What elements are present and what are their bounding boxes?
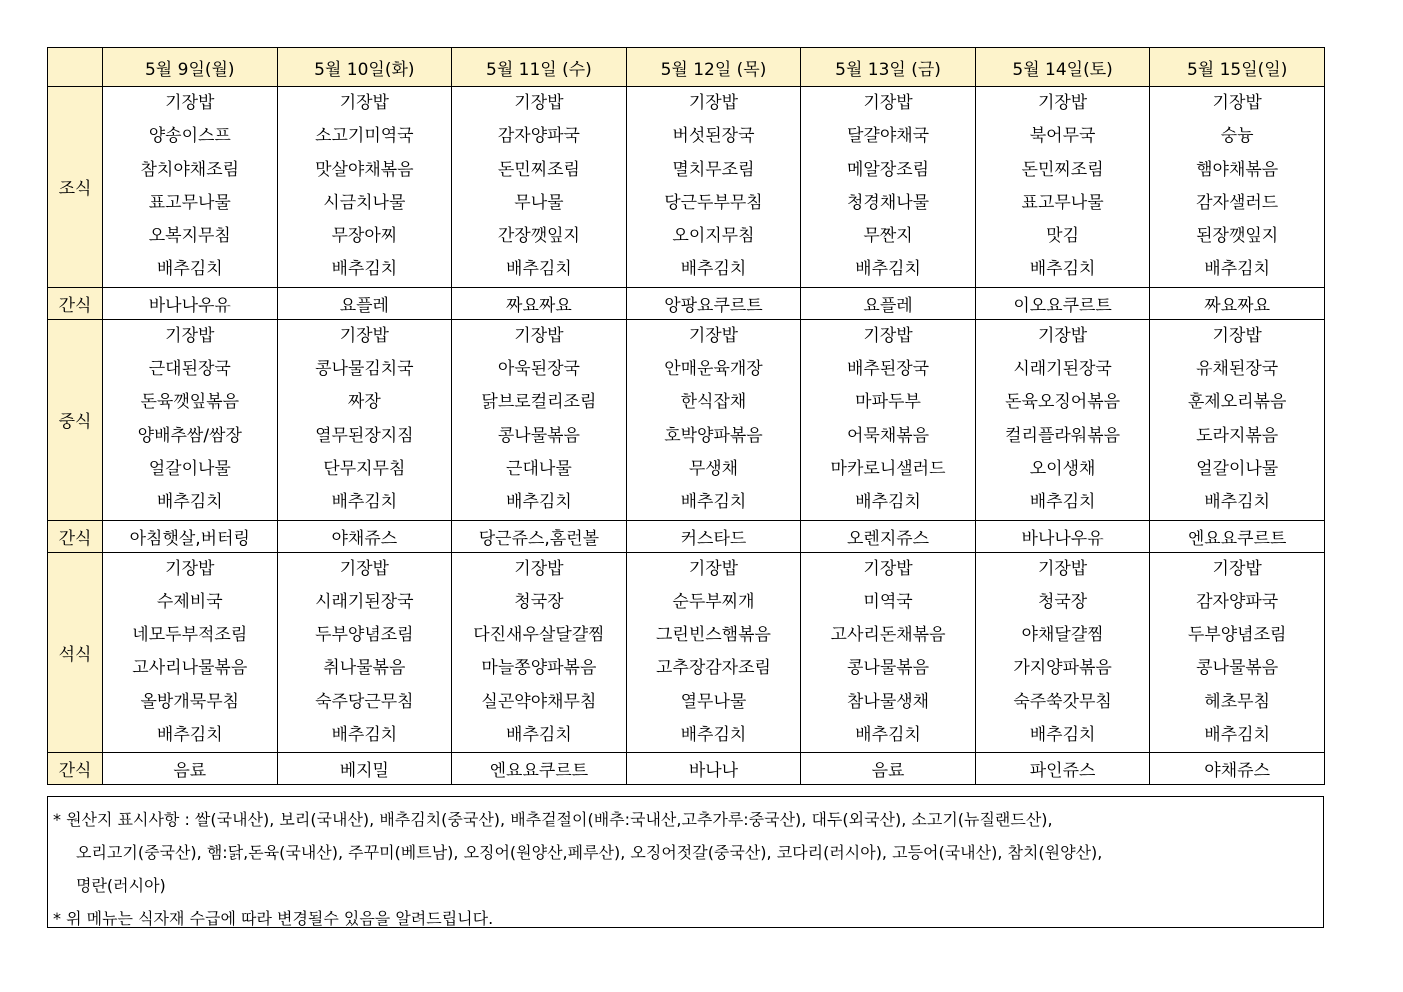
dish-item: 배추김치 — [1029, 492, 1096, 513]
dish-item: 돈육깻잎볶음 — [140, 392, 240, 413]
dish-item: 기장밥 — [1212, 325, 1262, 346]
dish-item: 기장밥 — [1037, 325, 1088, 346]
dish-item: 배추김치 — [855, 725, 921, 746]
dish-item: 수제비국 — [156, 591, 223, 612]
meal-cell — [1150, 552, 1325, 753]
dish-item: 숭늉 — [1220, 126, 1254, 147]
dish-item: 유채된장국 — [1196, 359, 1279, 380]
dish-item: 기장밥 — [1037, 93, 1088, 113]
dish-item: 배추김치 — [680, 259, 747, 280]
snack-cell: 요플레 — [277, 287, 452, 319]
meal-cell — [801, 552, 976, 753]
meal-cell — [103, 319, 278, 520]
dish-item: 네모두부적조림 — [132, 625, 248, 646]
dish-item: 미역국 — [863, 591, 913, 612]
dish-item: 양배추쌈/쌈장 — [137, 425, 242, 446]
snack-cell: 파인쥬스 — [975, 753, 1150, 785]
corner-cell — [48, 48, 103, 87]
dish-item: 돈육오징어볶음 — [1005, 392, 1121, 413]
dish-item: 야채달걀찜 — [1021, 625, 1104, 646]
dish-item: 배추김치 — [855, 492, 921, 513]
snack-row — [48, 753, 1325, 785]
meal-cell — [452, 319, 627, 520]
meal-cell — [975, 319, 1150, 520]
snack-cell: 커스타드 — [626, 520, 801, 552]
dish-item: 배추김치 — [331, 725, 398, 746]
dish-item: 기장밥 — [514, 325, 564, 346]
dish-item: 배추김치 — [506, 259, 572, 280]
dish-item: 감자양파국 — [1196, 591, 1279, 612]
dish-item: 기장밥 — [165, 93, 215, 113]
dish-item: 맛살야채볶음 — [315, 159, 414, 180]
note-line-4: * 위 메뉴는 식자재 수급에 따라 변경될수 있음을 알려드립니다. — [53, 909, 494, 928]
snack-cell: 엔요요쿠르트 — [452, 753, 627, 785]
dish-item: 열무된장지짐 — [315, 425, 414, 446]
dish-item: 가지양파볶음 — [1013, 658, 1112, 679]
dish-item: 시래기된장국 — [315, 591, 414, 612]
dish-item: 그린빈스햄볶음 — [655, 625, 771, 646]
dish-item: 배추김치 — [680, 492, 747, 513]
dish-item: 기장밥 — [165, 558, 215, 579]
dish-item: 단무지무침 — [323, 458, 406, 479]
meal-label: 간식 — [48, 753, 103, 785]
snack-cell: 엔요요쿠르트 — [1150, 520, 1325, 552]
snack-cell: 요플레 — [801, 287, 976, 319]
dish-item: 컬리플라워볶음 — [1005, 425, 1121, 446]
snack-cell: 베지밀 — [277, 753, 452, 785]
dish-item: 호박양파볶음 — [664, 425, 763, 446]
meal-cell — [626, 87, 801, 288]
dish-item: 마파두부 — [855, 392, 921, 413]
snack-cell: 야채쥬스 — [1150, 753, 1325, 785]
meal-cell — [1150, 87, 1325, 288]
dish-item: 열무나물 — [680, 691, 747, 712]
dish-item: 햄야채볶음 — [1196, 159, 1279, 180]
dish-item: 무장아찌 — [331, 226, 398, 247]
snack-cell: 짜요짜요 — [1150, 287, 1325, 319]
dish-item: 돈민찌조림 — [497, 159, 580, 180]
dish-item: 다진새우살달걀찜 — [473, 625, 605, 646]
dish-item: 무짠지 — [863, 226, 913, 247]
dish-item: 마늘쫑양파볶음 — [481, 658, 597, 679]
meal-cell — [103, 87, 278, 288]
note-line-3: 명란(러시아) — [76, 876, 166, 895]
dish-item: 멸치무조림 — [672, 159, 755, 180]
meal-cell — [277, 87, 452, 288]
dish-item: 돈민찌조림 — [1021, 159, 1104, 180]
dish-item: 배추김치 — [1204, 259, 1270, 280]
snack-cell: 오렌지쥬스 — [801, 520, 976, 552]
dish-item: 배추김치 — [156, 492, 223, 513]
dish-item: 두부양념조림 — [1187, 625, 1287, 646]
dish-item: 청경채나물 — [846, 192, 930, 213]
dish-item: 기장밥 — [688, 93, 739, 113]
dish-item: 배추된장국 — [846, 359, 930, 380]
dish-item: 기장밥 — [863, 93, 913, 113]
snack-row — [48, 287, 1325, 319]
dish-item: 숙주당근무침 — [315, 691, 414, 712]
dish-item: 두부양념조림 — [315, 625, 414, 646]
meal-cell — [277, 319, 452, 520]
dish-item: 순두부찌개 — [672, 591, 755, 612]
day-header: 5월 12일 (목) — [626, 48, 801, 87]
dish-item: 무나물 — [514, 192, 564, 213]
snack-cell: 아침햇살,버터링 — [103, 520, 278, 552]
dish-item: 감자샐러드 — [1196, 192, 1279, 213]
dish-item: 배추김치 — [1204, 492, 1270, 513]
dish-item: 배추김치 — [331, 492, 398, 513]
snack-cell: 바나나 — [626, 753, 801, 785]
snack-cell: 짜요짜요 — [452, 287, 627, 319]
dish-item: 된장깻잎지 — [1196, 226, 1279, 247]
meal-label: 조식 — [48, 87, 103, 288]
meal-row — [48, 552, 1325, 753]
dish-item: 양송이스프 — [148, 126, 231, 147]
dish-item: 청국장 — [514, 591, 564, 612]
dish-item: 기장밥 — [1212, 93, 1262, 113]
dish-item: 참나물생채 — [846, 691, 930, 712]
dish-item: 콩나물볶음 — [497, 425, 580, 446]
dish-item: 당근두부무침 — [664, 192, 763, 213]
dish-item: 얼갈이나물 — [1196, 458, 1279, 479]
meal-cell — [452, 552, 627, 753]
meal-cell — [975, 552, 1150, 753]
dish-item: 실곤약야채무침 — [481, 691, 597, 712]
dish-item: 얼갈이나물 — [148, 458, 231, 479]
meal-label: 간식 — [48, 287, 103, 319]
meal-label: 중식 — [48, 319, 103, 520]
dish-item: 메알장조림 — [846, 159, 930, 180]
dish-item: 도라지볶음 — [1196, 425, 1279, 446]
meal-cell — [801, 87, 976, 288]
snack-cell: 음료 — [801, 753, 976, 785]
meal-cell — [1150, 319, 1325, 520]
day-header: 5월 10일(화) — [277, 48, 452, 87]
dish-item: 표고무나물 — [1021, 192, 1104, 213]
dish-item: 달걀야채국 — [846, 126, 930, 147]
dish-item: 맛김 — [1046, 226, 1080, 247]
dish-item: 배추김치 — [1204, 725, 1270, 746]
meal-label: 간식 — [48, 520, 103, 552]
dish-item: 배추김치 — [506, 725, 572, 746]
dish-item: 짜장 — [347, 392, 381, 413]
day-header: 5월 13일 (금) — [801, 48, 976, 87]
note-line-1: * 원산지 표시사항 : 쌀(국내산), 보리(국내산), 배추김치(중국산), 배추겉절이(배추:국내산,고추가루:중국산), 대두(외국산), 소고기(뉴질랜드산), — [53, 810, 1053, 829]
dish-item: 취나물볶음 — [323, 658, 406, 679]
meal-label: 석식 — [48, 552, 103, 753]
dish-item: 고추장감자조림 — [655, 658, 771, 679]
dish-item: 콩나물김치국 — [315, 359, 414, 380]
snack-cell: 야채쥬스 — [277, 520, 452, 552]
dish-item: 오이지무침 — [672, 226, 755, 247]
dish-item: 헤초무침 — [1204, 691, 1270, 712]
dish-item: 기장밥 — [339, 93, 389, 113]
meal-cell — [975, 87, 1150, 288]
dish-item: 배추김치 — [331, 259, 398, 280]
day-header: 5월 11일 (수) — [452, 48, 627, 87]
dish-item: 근대된장국 — [148, 359, 231, 380]
dish-item: 어묵채볶음 — [846, 425, 930, 446]
dish-item: 기장밥 — [863, 325, 913, 346]
dish-item: 배추김치 — [680, 725, 747, 746]
snack-cell: 바나나우유 — [975, 520, 1150, 552]
snack-cell: 음료 — [103, 753, 278, 785]
dish-item: 시금치나물 — [323, 192, 406, 213]
dish-item: 배추김치 — [855, 259, 921, 280]
dish-item: 기장밥 — [514, 93, 564, 113]
dish-item: 기장밥 — [339, 325, 389, 346]
dish-item: 고사리돈채볶음 — [830, 625, 946, 646]
dish-item: 아욱된장국 — [497, 359, 580, 380]
dish-item: 오복지무침 — [148, 226, 231, 247]
dish-item: 북어무국 — [1029, 126, 1096, 147]
dish-item: 버섯된장국 — [672, 126, 755, 147]
dish-item: 배추김치 — [156, 259, 223, 280]
weekly-menu-table — [47, 47, 1325, 785]
snack-cell: 바나나우유 — [103, 287, 278, 319]
dish-item: 기장밥 — [1212, 558, 1262, 579]
dish-item: 안매운육개장 — [664, 359, 763, 380]
dish-item: 기장밥 — [688, 558, 739, 579]
dish-item: 기장밥 — [688, 325, 739, 346]
meal-row — [48, 87, 1325, 288]
meal-cell — [277, 552, 452, 753]
meal-cell — [626, 552, 801, 753]
dish-item: 기장밥 — [1037, 558, 1088, 579]
dish-item: 한식잡채 — [680, 392, 747, 413]
dish-item: 콩나물볶음 — [1196, 658, 1279, 679]
day-header: 5월 9일(월) — [103, 48, 278, 87]
meal-cell — [103, 552, 278, 753]
dish-item: 근대나물 — [506, 458, 572, 479]
origin-notes — [47, 796, 1324, 928]
meal-row — [48, 319, 1325, 520]
snack-row — [48, 520, 1325, 552]
meal-cell — [452, 87, 627, 288]
dish-item: 청국장 — [1037, 591, 1088, 612]
dish-item: 간장깻잎지 — [497, 226, 580, 247]
snack-cell: 이오요쿠르트 — [975, 287, 1150, 319]
dish-item: 배추김치 — [1029, 259, 1096, 280]
dish-item: 배추김치 — [506, 492, 572, 513]
dish-item: 배추김치 — [156, 725, 223, 746]
dish-item: 기장밥 — [514, 558, 564, 579]
dish-item: 닭브로컬리조림 — [481, 392, 597, 413]
dish-item: 올방개묵무침 — [140, 691, 240, 712]
dish-item: 시래기된장국 — [1013, 359, 1112, 380]
dish-item: 오이생채 — [1029, 458, 1096, 479]
dish-item: 배추김치 — [1029, 725, 1096, 746]
day-header: 5월 14일(토) — [975, 48, 1150, 87]
meal-cell — [801, 319, 976, 520]
header-row — [48, 48, 1325, 87]
meal-cell — [626, 319, 801, 520]
note-line-2: 오리고기(중국산), 햄:닭,돈육(국내산), 주꾸미(베트남), 오징어(원양산,페루산), 오징어젓갈(중국산), 코다리(러시아), 고등어(국내산), 참치(원양산), — [76, 843, 1103, 862]
dish-item: 감자양파국 — [497, 126, 580, 147]
snack-cell: 앙팡요쿠르트 — [626, 287, 801, 319]
dish-item: 고사리나물볶음 — [132, 658, 248, 679]
day-header: 5월 15일(일) — [1150, 48, 1325, 87]
dish-item: 기장밥 — [165, 325, 215, 346]
dish-item: 기장밥 — [339, 558, 389, 579]
dish-item: 훈제오리볶음 — [1187, 392, 1287, 413]
dish-item: 표고무나물 — [148, 192, 231, 213]
dish-item: 소고기미역국 — [315, 126, 414, 147]
dish-item: 마카로니샐러드 — [830, 458, 946, 479]
dish-item: 콩나물볶음 — [846, 658, 930, 679]
dish-item: 숙주쑥갓무침 — [1013, 691, 1112, 712]
snack-cell: 당근쥬스,홈런볼 — [452, 520, 627, 552]
dish-item: 기장밥 — [863, 558, 913, 579]
dish-item: 참치야채조림 — [140, 159, 240, 180]
dish-item: 무생채 — [688, 458, 739, 479]
